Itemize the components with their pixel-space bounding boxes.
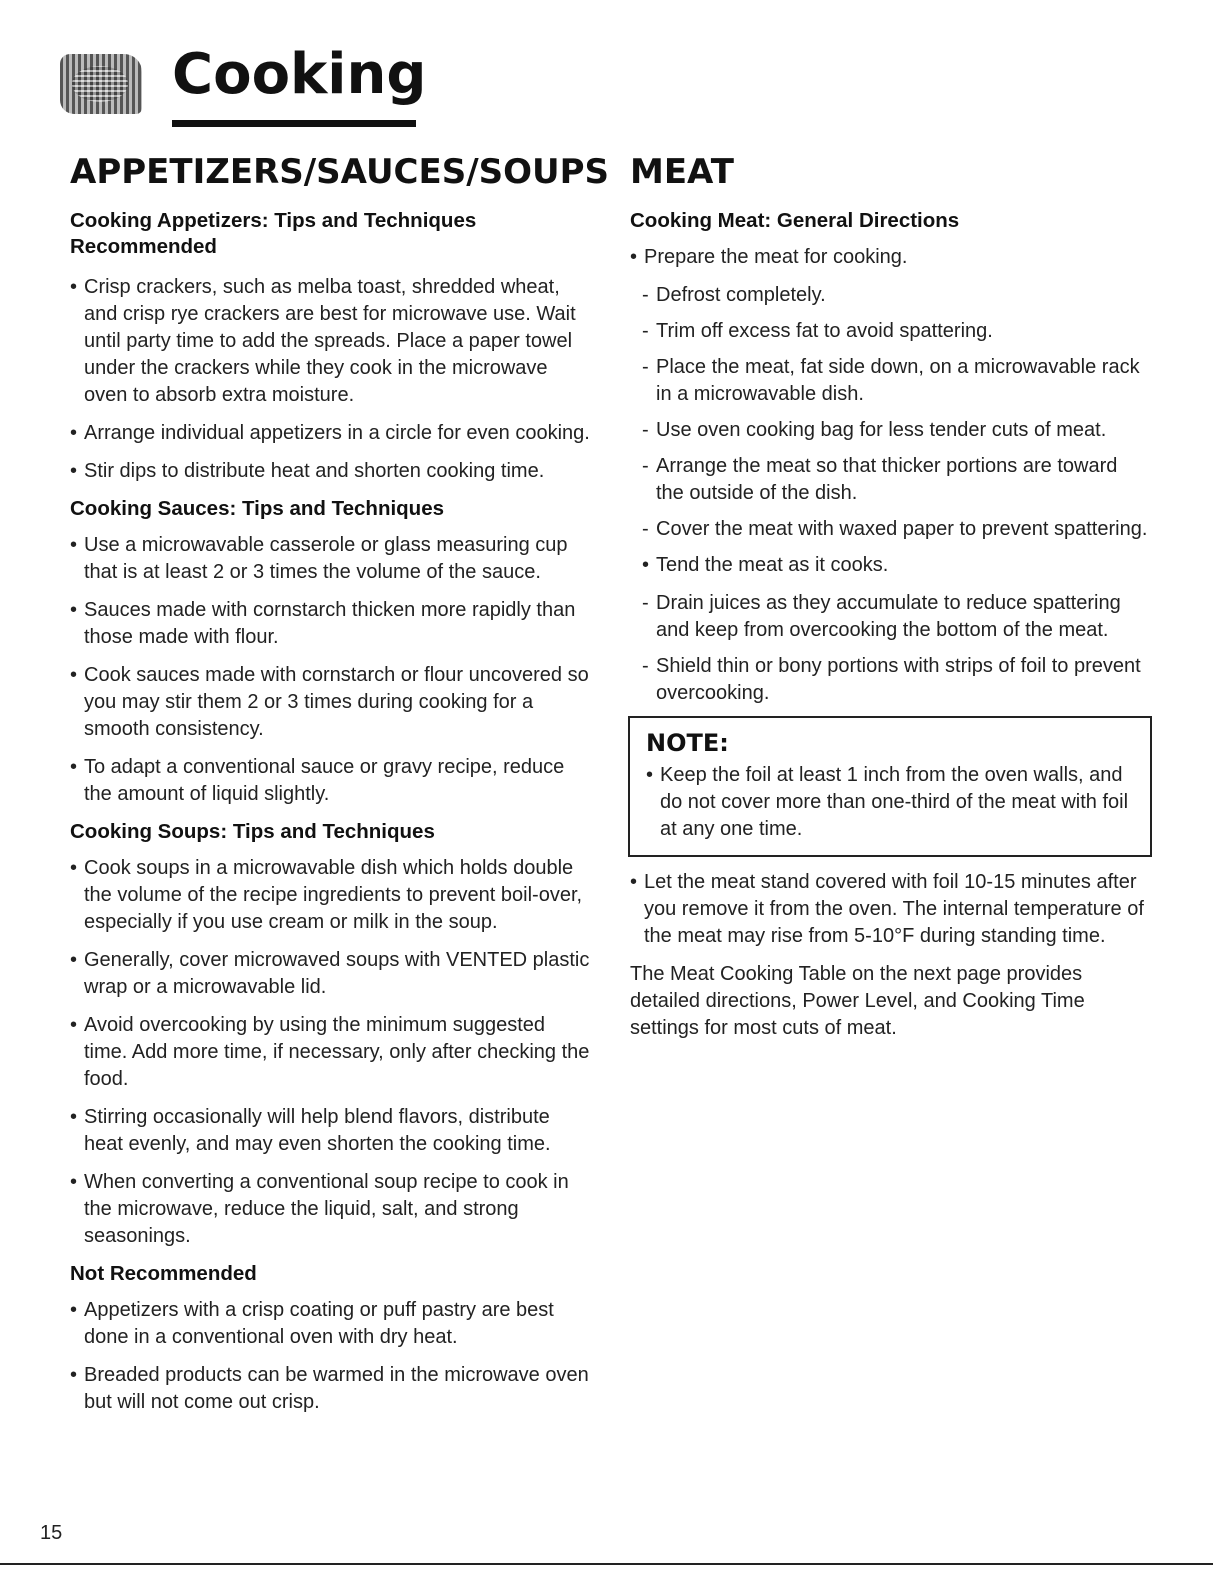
bottom-rule [0,1563,1213,1565]
soups-heading: Cooking Soups: Tips and Techniques [70,820,435,843]
meat-prepare-steps [630,282,1150,543]
page-number: 15 [40,1522,63,1544]
list-item: • Cook soups in a microwavable dish which holds double the volume of the recipe ingredients to prevent boil-over, especially if you use cream or milk in the soup. [70,855,590,936]
sauces-list [70,532,590,808]
meat-directions-heading: Cooking Meat: General Directions [630,209,960,232]
list-item: • Prepare the meat for cooking. [630,244,1150,271]
list-item: • Crisp crackers, such as melba toast, shredded wheat, and crisp rye crackers are best for microwave use. Wait until party time to add the spreads. Place a paper towel under the crackers while they cook in the microwave oven to absorb extra moisture. [70,274,590,409]
not-recommended-heading: Not Recommended [70,1262,257,1285]
title-underline [172,120,416,127]
note-box [628,716,1152,857]
page-title: Cooking [172,42,427,107]
meat-section-title: MEAT [630,152,734,192]
meat-tend-steps [630,590,1150,707]
meat-tend-list [630,552,1150,579]
sauces-heading: Cooking Sauces: Tips and Techniques [70,497,445,520]
list-item: • Appetizers with a crisp coating or puff pastry are best done in a conventional oven with dry heat. [70,1297,590,1351]
note-list [646,762,1134,843]
appetizers-section-title: APPETIZERS/SAUCES/SOUPS [70,152,610,192]
list-item: - Place the meat, fat side down, on a microwavable rack in a microwavable dish. [630,354,1150,408]
appetizers-tips-heading [70,208,590,260]
not-recommended-list [70,1297,590,1416]
appetizers-column [70,150,610,1427]
list-item: - Cover the meat with waxed paper to prevent spattering. [630,516,1150,543]
list-item: • Keep the foil at least 1 inch from the oven walls, and do not cover more than one-third of the meat with foil at any one time. [646,762,1134,843]
list-item: • Stirring occasionally will help blend flavors, distribute heat evenly, and may even shorten the cooking time. [70,1104,590,1158]
list-item: - Use oven cooking bag for less tender cuts of meat. [630,417,1150,444]
meat-prepare-list [630,244,1150,271]
list-item: - Arrange the meat so that thicker portions are toward the outside of the dish. [630,453,1150,507]
list-item: • Breaded products can be warmed in the microwave oven but will not come out crisp. [70,1362,590,1416]
page-header [60,40,460,130]
list-item: - Drain juices as they accumulate to reduce spattering and keep from overcooking the bottom of the meat. [630,590,1150,644]
list-item: • Tend the meat as it cooks. [642,552,1150,579]
list-item: • Avoid overcooking by using the minimum suggested time. Add more time, if necessary, only after checking the food. [70,1012,590,1093]
appetizers-tips-list [70,274,590,485]
recommended-heading: Recommended [70,235,217,258]
note-title: NOTE: [646,729,729,757]
list-item: • Cook sauces made with cornstarch or flour uncovered so you may stir them 2 or 3 times during cooking for a smooth consistency. [70,662,590,743]
list-item: • To adapt a conventional sauce or gravy recipe, reduce the amount of liquid slightly. [70,754,590,808]
list-item: • When converting a conventional soup recipe to cook in the microwave, reduce the liquid, salt, and strong seasonings. [70,1169,590,1250]
list-item: • Sauces made with cornstarch thicken more rapidly than those made with flour. [70,597,590,651]
list-item: • Generally, cover microwaved soups with VENTED plastic wrap or a microwavable lid. [70,947,590,1001]
list-item: • Stir dips to distribute heat and shorten cooking time. [70,458,590,485]
soups-list [70,855,590,1250]
meat-closing-paragraph: The Meat Cooking Table on the next page provides detailed directions, Power Level, and Cooking Time settings for most cuts of meat. [630,963,1085,1039]
list-item: - Trim off excess fat to avoid spattering. [630,318,1150,345]
meat-stand-list [630,869,1150,950]
list-item: • Use a microwavable casserole or glass measuring cup that is at least 2 or 3 times the volume of the sauce. [70,532,590,586]
list-item: - Defrost completely. [630,282,1150,309]
list-item: • Let the meat stand covered with foil 10-15 minutes after you remove it from the oven. The internal temperature of the meat may rise from 5-10°F during standing time. [630,869,1150,950]
list-item: • Arrange individual appetizers in a circle for even cooking. [70,420,590,447]
meat-column [630,150,1150,1042]
appetizers-tips-heading-text: Cooking Appetizers: Tips and Techniques [70,209,477,232]
list-item: - Shield thin or bony portions with strips of foil to prevent overcooking. [630,653,1150,707]
microwave-icon [60,54,142,114]
